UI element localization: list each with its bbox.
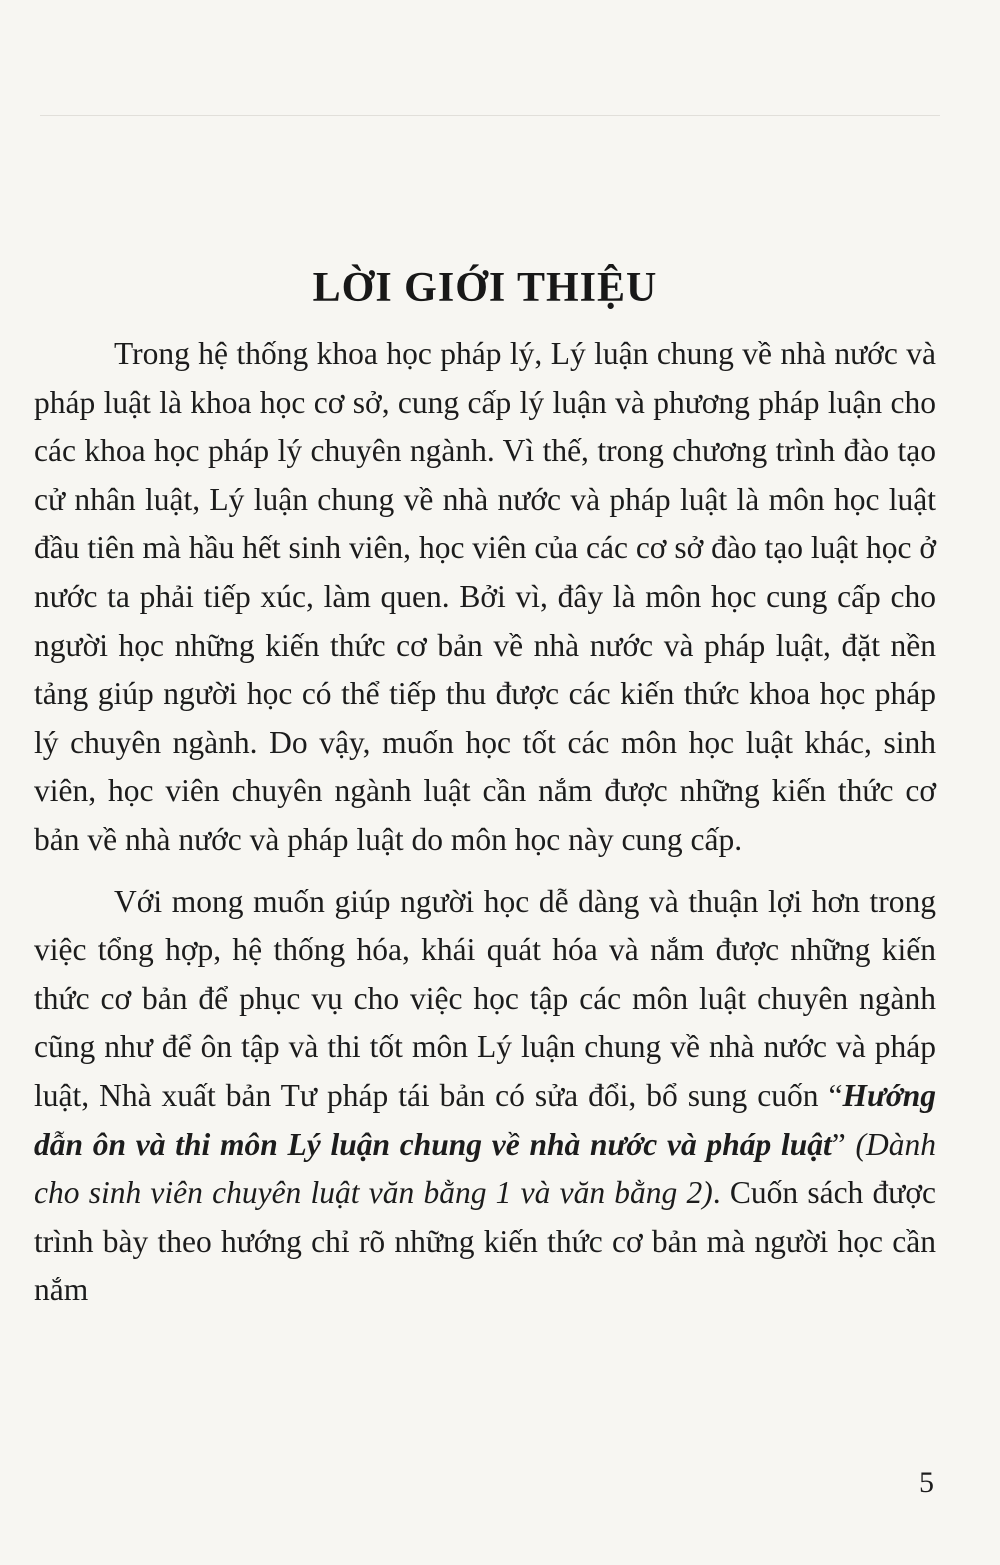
paragraph-1: Trong hệ thống khoa học pháp lý, Lý luận chung về nhà nước và pháp luật là khoa học cơ sở, cung cấp lý luận và phương pháp luận cho các khoa học pháp lý chuyên ngành. Vì thế, trong chương trình đào tạo cử nhân luật, Lý luận chung về nhà nước và pháp luật là môn học luật đầu tiên mà hầu hết sinh viên, học viên của các cơ sở đào tạo luật học ở nước ta phải tiếp xúc, làm quen. Bởi vì, đây là môn học cung cấp cho người học những kiến thức cơ bản về nhà nước và pháp luật, đặt nền tảng giúp người học có thể tiếp thu được các kiến thức khoa học pháp lý chuyên ngành. Do vậy, muốn học tốt các môn học luật khác, sinh viên, học viên chuyên ngành luật cần nắm được những kiến thức cơ bản về nhà nước và pháp luật do môn học này cung cấp. [34, 336, 936, 857]
page-number: 5 [919, 1466, 934, 1499]
book-title: Hướng dẫn ôn và thi môn Lý luận chung về nhà nước và pháp luật [34, 1077, 936, 1162]
paragraph-2 [34, 878, 936, 1315]
paragraph-2-start: Với mong muốn giúp người học dễ dàng và thuận lợi hơn trong việc tổng hợp, hệ thống hóa, khái quát hóa và nắm được những kiến thức cơ bản để phục vụ cho việc học tập các môn luật chuyên ngành cũng như để ôn tập và thi tốt môn Lý luận chung về nhà nước và pháp luật, Nhà xuất bản Tư pháp tái bản có sửa đổi, bổ sung cuốn “ [34, 883, 936, 1113]
page-title: LỜI GIỚI THIỆU [312, 265, 658, 312]
paragraph-2-end: . Cuốn sách được trình bày theo hướng chỉ rõ những kiến thức cơ bản mà người học cần nắm [34, 1175, 936, 1308]
quote-close: ” [831, 1126, 846, 1162]
body-text [34, 330, 936, 1315]
audience-note: (Dành cho sinh viên chuyên luật văn bằng 1 và văn bằng 2) [34, 1126, 936, 1211]
show-through-rule [40, 75, 940, 116]
